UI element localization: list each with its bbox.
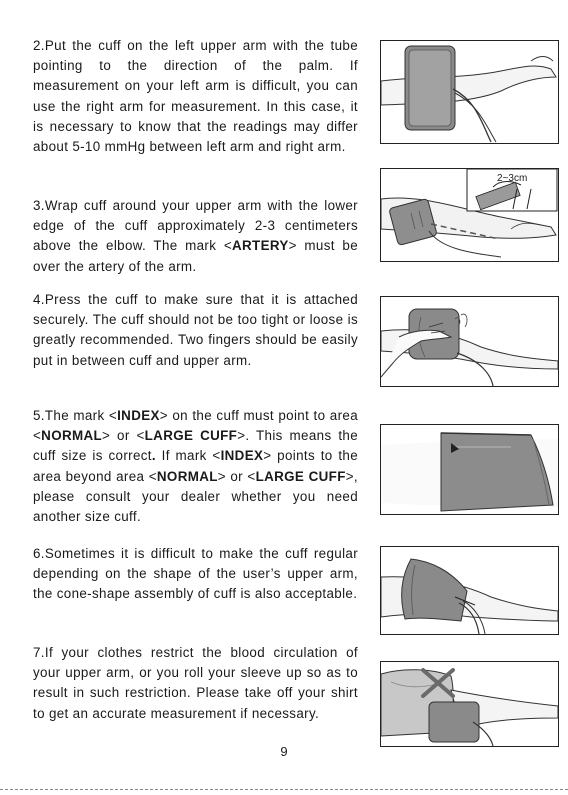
step-5-segment: > or < xyxy=(217,468,256,484)
illustration-cone-cuff xyxy=(380,546,559,635)
step-5-segment: >, please consult your dealer whether you need another size cuff. xyxy=(33,468,358,525)
step-5-text xyxy=(33,406,358,527)
step-6-segment: 6.Sometimes it is difficult to make the cuff regular depending on the shape of the user’s upper arm, the cone-shape assembly of cuff is also acceptable. xyxy=(33,546,358,602)
illustration-press-cuff xyxy=(380,296,559,387)
step-5-segment: NORMAL xyxy=(41,428,103,444)
illustration-cuff-above-elbow xyxy=(380,168,559,262)
step-5-segment: INDEX xyxy=(117,408,160,423)
step-3-segment: > must be over the artery of the arm. xyxy=(33,238,358,274)
step-3-segment: ARTERY xyxy=(232,238,289,254)
step-5-segment: NORMAL xyxy=(156,468,218,484)
step-5-segment: >. This means the cuff size is correct xyxy=(33,428,358,464)
step-5-segment: > or < xyxy=(102,428,145,444)
step-4-text xyxy=(33,290,358,371)
step-6-text xyxy=(33,544,358,605)
step-5-segment: > on the cuff must point to area < xyxy=(33,408,358,444)
illustration-cuff-on-arm xyxy=(380,40,559,144)
step-5-segment: 5.The mark < xyxy=(33,408,118,423)
step-5-segment: . xyxy=(151,448,156,464)
step-4-segment: 4.Press the cuff to make sure that it is attached securely. The cuff should not be too tight or loose is greatly recommended. Two fingers should be easily put in between cuff and upper arm. xyxy=(33,292,358,368)
page-number: 9 xyxy=(280,744,288,759)
step-3-text xyxy=(33,196,358,277)
step-5-segment: INDEX xyxy=(220,448,264,464)
page-footer-rule xyxy=(0,789,568,790)
distance-label: 2~3cm xyxy=(497,173,528,184)
illustration-remove-clothing xyxy=(380,661,559,747)
step-2-segment: 2.Put the cuff on the left upper arm with the tube pointing to the direction of the palm. If measurement on your left arm is difficult, you can use the right arm for measurement. In this case, it is necessary to know that the readings may differ about 5-10 mmHg between left arm and right arm. xyxy=(33,38,358,155)
step-5-segment: LARGE CUFF xyxy=(144,428,238,444)
step-5-segment: If mark < xyxy=(155,448,221,464)
step-7-segment: 7.If your clothes restrict the blood circulation of your upper arm, or you roll your sleeve up so as to result in such restriction. Please take off your shirt to get an accurate measurement if necessary. xyxy=(33,645,358,721)
step-2-text xyxy=(33,36,358,157)
illustration-index-mark xyxy=(380,424,559,515)
step-7-text xyxy=(33,643,358,724)
step-3-segment: 3.Wrap cuff around your upper arm with the lower edge of the cuff approximately 2-3 centimeters above the elbow. The mark < xyxy=(33,198,358,254)
step-5-segment: > points to the area beyond area < xyxy=(33,448,358,484)
step-5-segment: LARGE CUFF xyxy=(255,468,346,484)
